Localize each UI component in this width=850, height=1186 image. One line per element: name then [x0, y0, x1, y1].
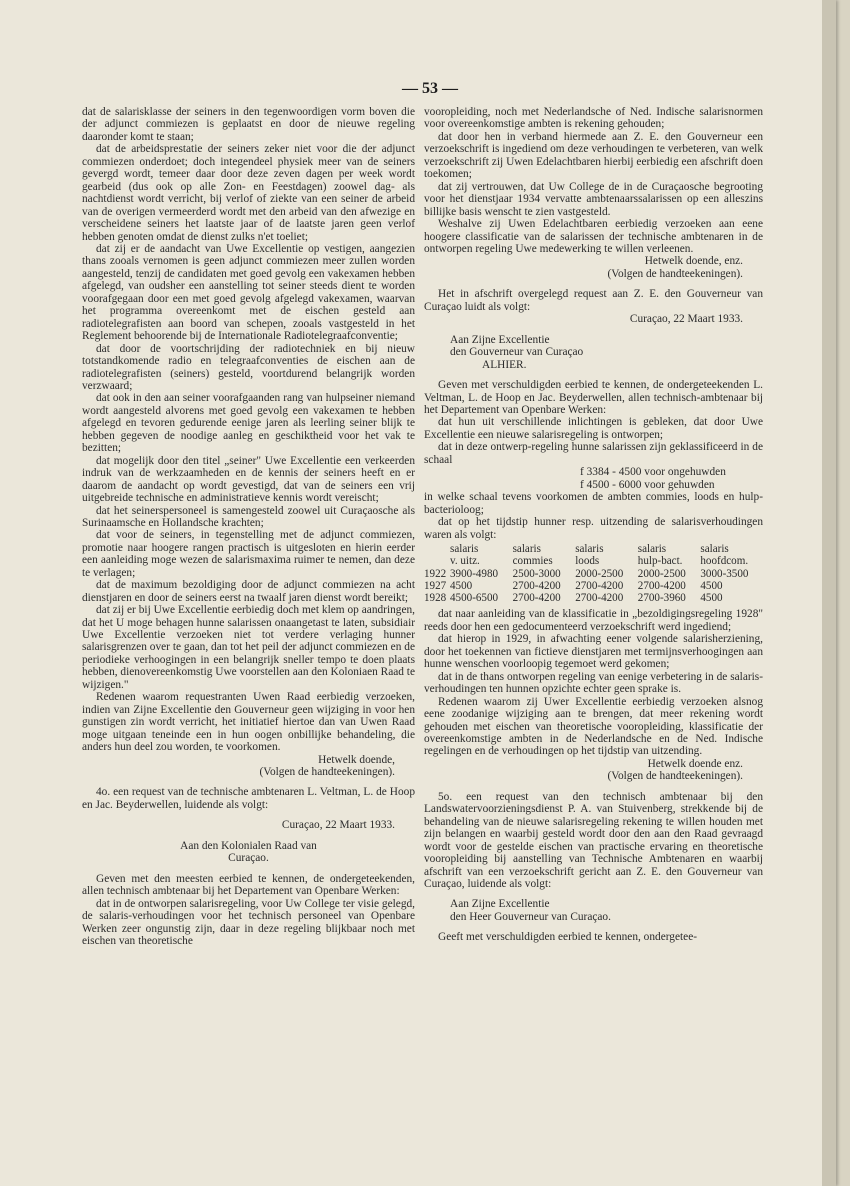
- paragraph: dat op het tijdstip hunner resp. uitzending de salarisverhoudingen waren als volgt:: [424, 516, 763, 541]
- letter-address: Aan Zijne Excellentie: [450, 898, 550, 911]
- paragraph: dat de arbeidsprestatie der seiners zeker niet voor die der adjunct commiezen onderdoet; doch integendeel physiek meer van de seiners gevergd wordt, temeer daar door deze zeven dagen per week wordt gearbeid (dus ook op alle Zon- en Feestdagen) zoowel dag- als nachtdienst wordt verricht, bij verlof of ziekte van een seiner de arbeid van de overigen vermeerderd wordt met den arbeid van den afwezige en verscheidene seiners het laatste jaar of de laatste jaren geen verlof hebben genoten omdat de dienst zulks n'et toeliet;: [82, 143, 415, 243]
- table-cell: 4500: [700, 579, 723, 592]
- table-cell: 2700-4200: [575, 579, 624, 592]
- table-header-cell: salaris: [637, 542, 667, 555]
- paragraph: dat in de ontworpen salarisregeling, voor Uw College ter visie gelegd, de salaris-verhoudingen voor het technisch personeel van Openbare Werken zeer ongunstig zijn, daar in deze regeling blijkbaar noch met eischen van theoretische: [82, 897, 415, 947]
- letter-address: den Gouverneur van Curaçao: [450, 346, 584, 359]
- paragraph: Redenen waarom requestranten Uwen Raad eerbiedig verzoeken, indien van Zijne Excellentie den Gouverneur geen wijziging in voor hen gunstigen zin wordt verricht, het initiatief hiertoe dan van Uwen Raad moge uitgaan teneinde een in hun oogen onbillijke behandeling, die anders hun deel zou worden, te voorkomen.: [82, 691, 415, 754]
- salary-scale: f 4500 - 6000 voor gehuwden: [580, 478, 715, 491]
- letter-date: Curaçao, 22 Maart 1933.: [281, 819, 395, 832]
- left-column: [82, 106, 415, 947]
- table-cell: 2700-4200: [512, 579, 561, 592]
- paragraph: dat zij er bij Uwe Excellentie eerbiedig doch met klem op aandringen, dat het U moge behagen hunne salarissen onaangetast te laten, subsidiair Uwe Excellentie verzoeken niet tot verdere verlaging hunner salarisgrenzen over te gaan, dan tot het peil der adjunct commiezen en de periodieke verhoogingen in een belangrijk sneller tempo te doen plaats hebben, dienovereenkomstig Uwe voorstellen aan den Koloniaen Raad te wijzigen.": [82, 604, 415, 691]
- paragraph: dat ook in den aan seiner voorafgaanden rang van hulpseiner niemand wordt aangesteld alvorens met goed gevolg een vakexamen te hebben afgelegd en tevoren gedurende eenige jaren als leerling seiner blijk te hebben gegeven de noodige aanleg en geschiktheid voor het vak te bezitten;: [82, 392, 415, 455]
- paragraph: dat voor de seiners, in tegenstelling met de adjunct commiezen, promotie naar hoogere rangen practisch is uitgesloten en hierin eerder een aanleiding moge wezen de salarismaxima ruimer te nemen, dan deze te verlagen;: [82, 529, 415, 579]
- paragraph: Het in afschrift overgelegd request aan Z. E. den Gouverneur van Curaçao luidt als volgt:: [424, 288, 763, 313]
- page-edge: [822, 0, 836, 1186]
- paragraph: dat de salarisklasse der seiners in den tegenwoordigen vorm boven die der adjunct commiezen is geplaatst en door de nieuwe regeling daaronder komt te staan;: [82, 106, 415, 143]
- table-header-cell: salaris: [450, 542, 479, 555]
- table-row: [424, 592, 763, 604]
- table-header-cell: loods: [575, 555, 600, 568]
- paragraph: dat door de voortschrijding der radiotechniek en bij nieuw totstandkomende radio en telegraafconventies de eischen aan de radiotelegrafisten (seiners) gesteld, voortdurend belangrijk worden verzwaard;: [82, 342, 415, 392]
- paragraph: Weshalve zij Uwen Edelachtbaren eerbiedig verzoeken aan eene hoogere classificatie van de salarissen der technische ambtenaren in de ontworpen regeling Uwe medewerking te willen verleenen.: [424, 218, 763, 255]
- table-cell: 1922: [424, 567, 447, 580]
- paragraph: dat de maximum bezoldiging door de adjunct commiezen na acht dienstjaren en door de seiners eerst na twaalf jaren dienst wordt bereikt;: [82, 579, 415, 604]
- table-header-row: [424, 543, 763, 555]
- page-number: — 53 —: [402, 80, 458, 97]
- table-header-cell: salaris: [575, 542, 604, 555]
- salary-scale: f 3384 - 4500 voor ongehuwden: [580, 466, 726, 479]
- paragraph: dat naar aanleiding van de klassificatie in „bezoldigingsregeling 1928" reeds door hen een gedocumenteerd verzoekschrift werd ingediend;: [424, 608, 763, 633]
- letter-address: Aan den Kolonialen Raad van: [180, 839, 317, 852]
- paragraph: dat zij vertrouwen, dat Uw College de in de Curaçaosche begrooting voor het dienstjaar 1934 vervatte ambtenaarssalarissen op een alleszins billijke basis wenscht te zien vastgesteld.: [424, 180, 763, 218]
- table-row: [424, 580, 763, 592]
- paragraph: dat het seinerspersoneel is samengesteld zoowel uit Curaçaosche als Surinaamsche en Hollandsche krachten;: [82, 504, 415, 529]
- paragraph: Geeft met verschuldigden eerbied te kennen, ondergetee-: [438, 931, 698, 944]
- paragraph: in welke schaal tevens voorkomen de ambten commies, loods en hulp-bacterioloog;: [424, 491, 763, 516]
- table-header-cell: hoofdcom.: [700, 555, 749, 568]
- table-header-cell: hulp-bact.: [637, 555, 683, 568]
- paragraph: dat zij er de aandacht van Uwe Excellentie op vestigen, aangezien thans zooals vernomen is geen adjunct commiezen meer zullen worden aangesteld, tenzij de candidaten met goed gevolg een vakexamen hebben afgelegd, van oudsher een aanstelling tot seiner steeds dient te worden voorafgegaan door een met goed gevolg afgelegd vakexamen, waarvan het programma overeenkomt met de eischen gesteld aan radiotelegrafisten aan boord van schepen, zooals vastgesteld in het Reglement behoorende bij de Internationale Radiotelegraafconventie;: [82, 242, 415, 343]
- paragraph: dat mogelijk door den titel „seiner" Uwe Excellentie een verkeerden indruk van de werkzaamheden en de kennis der seiners heeft en er daarom de aandacht op wordt gevestigd, dat van de seiners een vrij uitgebreide technische en administratieve kennis wordt vereischt;: [82, 454, 415, 505]
- table-cell: 2500-3000: [512, 567, 561, 580]
- item-heading: 5o. een request van den technisch ambtenaar bij den Landswatervoorzieningsdienst P. A. van Stuivenberg, strekkende bij de behandeling van de nieuwe salarisregeling rekening te willen houden met zijn belangen en waarbij gesteld wordt door den aan den Raad gevraagd wordt voor de gestelde eischen van practische ervaring en theoretische vooropleiding bij aanstelling van Technische Ambtenaren en waarbij afschrift van een verzoekschrift gericht aan Z. E. den Gouverneur van Curaçao, luidende als volgt:: [424, 790, 763, 890]
- signatures-note: (Volgen de handteekeningen).: [259, 766, 395, 779]
- table-header-cell: salaris: [700, 542, 729, 555]
- table-cell: 2700-3960: [637, 592, 686, 605]
- closing-line: Hetwelk doende, enz.: [644, 255, 743, 268]
- table-header-cell: [424, 555, 450, 567]
- table-header-cell: v. uitz.: [450, 555, 480, 568]
- paragraph: vooropleiding, noch met Nederlandsche of Ned. Indische salarisnormen voor overeenkomstige ambten is rekening gehouden;: [424, 106, 763, 131]
- table-header-cell: [424, 543, 450, 555]
- paragraph: dat in deze ontwerp-regeling hunne salarissen zijn geklassificeerd in de schaal: [424, 441, 763, 466]
- salary-table: [424, 543, 763, 604]
- table-cell: 2700-4200: [637, 579, 686, 592]
- table-header-cell: commies: [512, 555, 553, 568]
- paragraph: Redenen waarom zij Uwer Excellentie eerbiedig verzoeken alsnog eene zoodanige wijziging aan te brengen, dat meer rekening wordt gehouden met eischen van theoretische vooropleiding, klassificatie der overeenkomstige ambten in de Nederlandsche en de Ned. Indische regelingen en de verhoudingen op het tijdstip van uitzending.: [424, 695, 763, 758]
- paragraph: dat hierop in 1929, in afwachting eener volgende salarisherziening, door het toekennen van fictieve dienstjaren met termijnsverhoogingen aan hunne wenschen voorloopig tegemoet werd gekomen;: [424, 633, 763, 671]
- letter-address: Curaçao.: [228, 852, 269, 865]
- paragraph: dat hun uit verschillende inlichtingen is gebleken, dat door Uwe Excellentie een nieuwe salarisregeling is ontworpen;: [424, 416, 763, 441]
- table-cell: 1928: [424, 592, 447, 605]
- table-cell: 2700-4200: [575, 592, 624, 605]
- table-cell: 3900-4980: [450, 567, 499, 580]
- letter-address: Aan Zijne Excellentie: [450, 333, 550, 346]
- paragraph: dat door hen in verband hiermede aan Z. E. den Gouverneur een verzoekschrift is ingediend om deze verhoudingen te verbeteren, van welk verzoekschrift zij Uwen Edelachtbaren hierbij eerbiedig een afschrift doen toekomen;: [424, 130, 763, 181]
- table-cell: 2000-2500: [637, 567, 686, 580]
- table-cell: 4500-6500: [450, 592, 499, 605]
- item-heading: 4o. een request van de technische ambtenaren L. Veltman, L. de Hoop en Jac. Beyderwellen, luidende als volgt:: [82, 786, 415, 811]
- table-header-row: [424, 555, 763, 567]
- signatures-note: (Volgen de handteekeningen).: [607, 770, 743, 783]
- closing-line: Hetwelk doende enz.: [647, 757, 743, 770]
- closing-line: Hetwelk doende,: [318, 753, 395, 766]
- table-row: [424, 568, 763, 580]
- table-header-cell: salaris: [512, 542, 541, 555]
- letter-address: ALHIER.: [482, 358, 527, 371]
- paragraph: dat in de thans ontworpen regeling van eenige verbetering in de salaris-verhoudingen ten hunnen opzichte echter geen sprake is.: [424, 670, 763, 696]
- right-column: [424, 106, 763, 944]
- letter-date: Curaçao, 22 Maart 1933.: [629, 313, 743, 326]
- table-cell: 4500: [700, 592, 723, 605]
- paragraph: Geven met den meesten eerbied te kennen, de ondergeteekenden, allen technisch ambtenaar bij het Departement van Openbare Werken:: [82, 872, 415, 898]
- table-cell: 1927: [424, 579, 447, 592]
- letter-address: den Heer Gouverneur van Curaçao.: [450, 910, 611, 923]
- table-cell: 2700-4200: [512, 592, 561, 605]
- table-cell: 2000-2500: [575, 567, 624, 580]
- paragraph: Geven met verschuldigden eerbied te kennen, de ondergeteekenden L. Veltman, L. de Hoop en Jac. Beyderwellen, allen technisch-ambtenaar bij het Departement van Openbare Werken:: [424, 379, 763, 416]
- table-cell: 4500: [450, 579, 473, 592]
- table-cell: 3000-3500: [700, 567, 749, 580]
- signatures-note: (Volgen de handteekeningen).: [607, 267, 743, 280]
